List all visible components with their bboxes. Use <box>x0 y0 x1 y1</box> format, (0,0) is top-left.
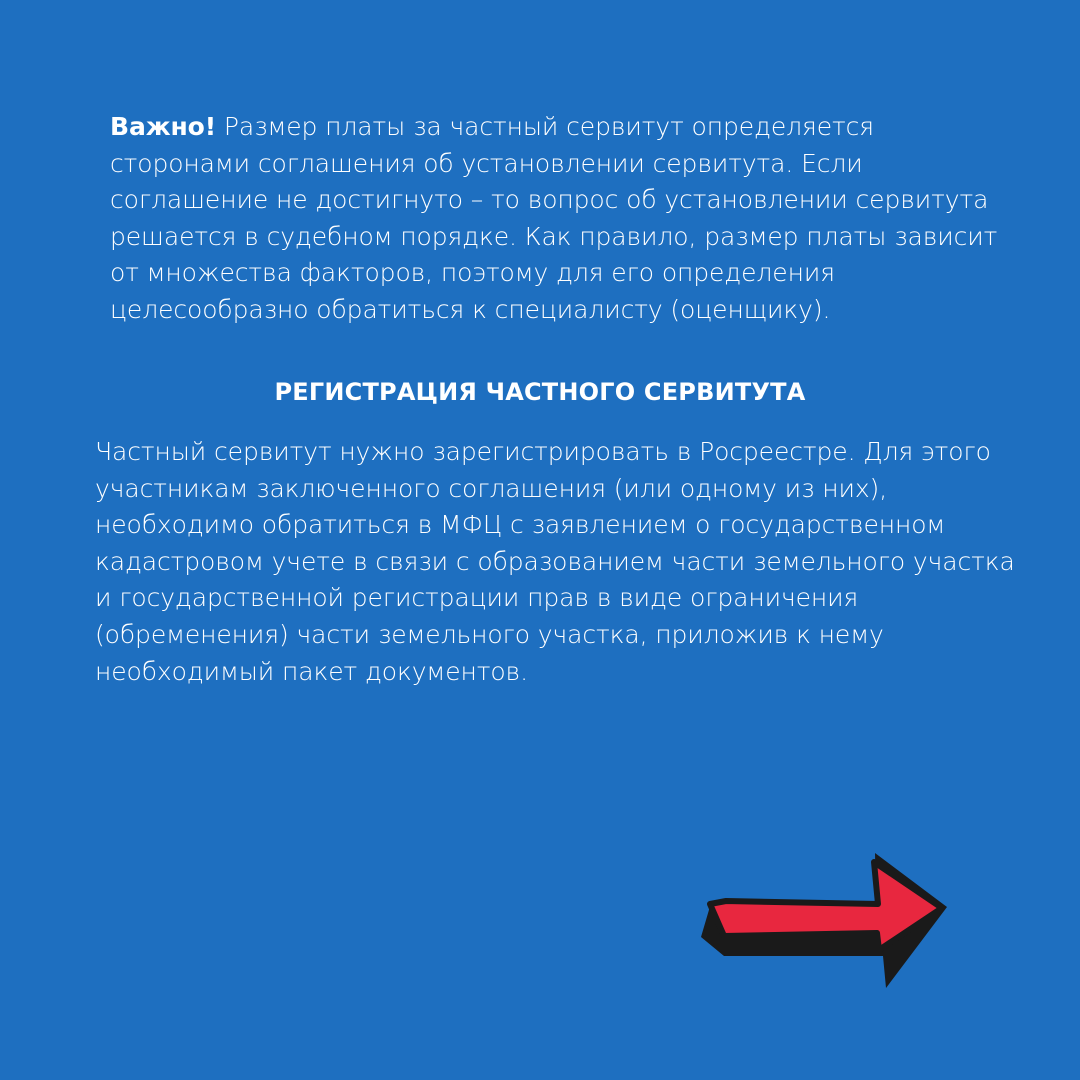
note-line-4: решается в судебном порядке. Как правило, размер платы зависит <box>110 221 998 251</box>
note-line-6: целесообразно обратиться к специалисту (оценщику). <box>110 294 831 324</box>
body-line-1: Частный сервитут нужно зарегистрировать в Росреестре. Для этого <box>95 437 991 466</box>
body-line-3: необходимо обратиться в МФЦ с заявлением о государственном <box>95 510 946 540</box>
important-note <box>110 109 998 329</box>
section-body <box>95 434 1015 690</box>
note-line-1 <box>110 109 970 146</box>
arrow-right-icon[interactable] <box>695 845 960 995</box>
section-heading: РЕГИСТРАЦИЯ ЧАСТНОГО СЕРВИТУТА <box>274 378 806 406</box>
body-line-2: участникам заключенного соглашения (или одному из них), <box>95 473 888 503</box>
body-line-5: и государственной регистрации прав в виде ограничения <box>95 583 859 613</box>
note-lead: Важно! <box>110 112 217 141</box>
note-line-2: сторонами соглашения об установлении сервитута. Если <box>110 148 863 178</box>
body-line-6: (обременения) части земельного участка, приложив к нему <box>95 619 884 649</box>
body-line-4: кадастровом учете в связи с образованием части земельного участка <box>95 546 1015 576</box>
note-line-3: соглашение не достигнуто – то вопрос об установлении сервитута <box>110 185 989 215</box>
body-line-7: необходимый пакет документов. <box>95 656 528 686</box>
note-line-5: от множества факторов, поэтому для его определения <box>110 258 835 288</box>
note-line-1-text: Размер платы за частный сервитут определяется <box>216 112 874 141</box>
